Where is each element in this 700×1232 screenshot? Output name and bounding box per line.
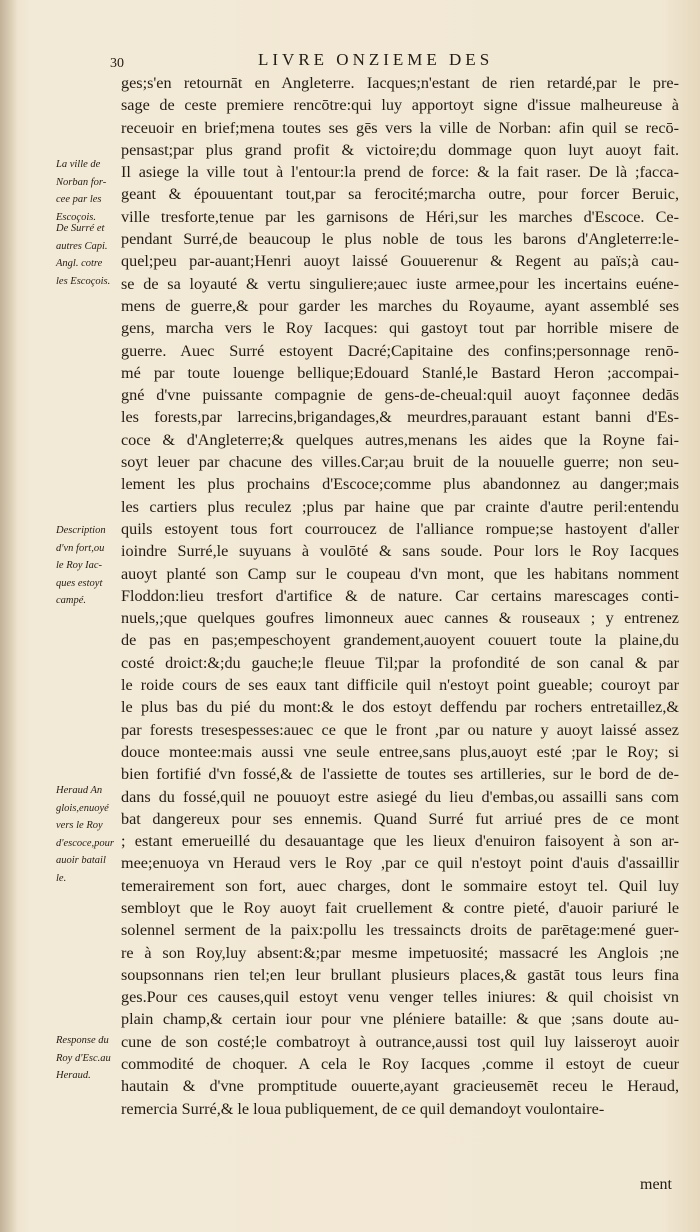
text-line: les cartiers plus reculez ;plus par haine que par crainte d'autre peril:entendu [121, 497, 679, 516]
margin-note-line: vers le Roy [56, 820, 103, 831]
text-line: remercia Surré,& le loua publiquement, de ce quil demandoyt voulontaire- [121, 1099, 605, 1118]
margin-note [56, 522, 120, 610]
text-line: soupsonnans rien tel;en leur brullant plusieurs places,& gastāt tous leurs fina [121, 965, 679, 984]
text-line: ville tresforte,tenue par les garnisons de Héri,sur les marches d'Escoce. Ce- [121, 207, 679, 226]
margin-note-line: les Escoçois. [56, 275, 111, 287]
text-line: bien fortifié d'vn fossé,& de l'assiette de toutes ses artilleries, sur le bord de de- [121, 765, 679, 784]
text-line: pendant Surré,de beaucoup le plus noble de tous les barons d'Angleterre:le- [121, 230, 679, 249]
margin-note-line: Heraud An [56, 785, 103, 796]
text-line: ges.Pour ces causes,quil estoyt venu venger telles iniures: & quil choisist vn [121, 988, 679, 1007]
text-line: re à son Roy,luy absent:&;par mesme impetuosité; massacré les Anglois ;ne [121, 943, 679, 962]
text-line: ges;s'en retournāt en Angleterre. Iacques;n'estant de rien retardé,par le pre- [121, 74, 679, 92]
margin-note-line: Heraud. [56, 1070, 91, 1081]
margin-note-line: Response du [56, 1035, 109, 1046]
text-line: par forests tresespesses:auec ce que le front ,par ou nature y auoyt laissé assez [121, 720, 679, 739]
text-line: les forests,par larrecins,brigandages,& meurdres,parauant estant banni d'Es- [121, 408, 679, 427]
text-line: solennel serment de la paix:pollu les tressaincts droits de parētage:mené guer- [121, 921, 679, 940]
margin-note-line: ques estoyt [56, 577, 103, 589]
text-line: hautain & d'vne promptitude ouuerte,ayant gracieusemēt receu le Heraud, [121, 1077, 679, 1096]
text-line: receuoir en brief;mena toutes ses gēs vers la ville de Norban: afin quil se recō- [121, 118, 679, 137]
text-line: sembloyt que le Roy auoyt fait cruellement & contre pieté, d'auoir pariuré le [121, 898, 679, 917]
text-line: sage de ceste premiere rencōtre:qui luy apportoyt signe d'issue malheureuse à [121, 96, 679, 115]
text-line: gné d'vne puissante compagnie de gens-de-cheual:quil auoyt façonnee dedās [121, 386, 679, 405]
margin-note-line: campé. [56, 595, 87, 606]
margin-note-line: le Roy Iac- [56, 560, 103, 571]
text-line: ioindre Surré,le suyuans à voulōté & sans soude. Pour lors le Roy Iacques [121, 542, 679, 561]
margin-note-line: De Surré et [56, 223, 105, 234]
margin-note-line: Roy d'Esc.au [56, 1052, 111, 1064]
margin-note [56, 220, 120, 290]
text-line: geant & épouuentant tout,par sa ferocité;marcha outre, pour forcer Beruic, [121, 185, 679, 204]
text-line: bat dangereux pour ses ennemis. Quand Surré fut arriué pres de ce mont [121, 809, 679, 828]
gutter-shadow [0, 0, 18, 1232]
text-line: plain champ,& certain iour pour vne pléniere bataille: & que ;sans doute au- [121, 1010, 679, 1029]
margin-note-line: cee par les [56, 194, 102, 205]
catchword: ment [640, 1176, 672, 1193]
margin-note-line: auoir batail [56, 855, 106, 866]
margin-note-line: Description [56, 525, 106, 536]
text-line: dans du fossé,quil ne pouuoyt estre asiegé du lieu d'embas,ou assailli sans com [121, 787, 679, 806]
margin-note [56, 156, 120, 226]
text-line: guerre. Auec Surré estoyent Dacré;Capitaine des confins;personnage renō- [121, 341, 679, 360]
text-line: de pas en pas;empeschoyent grandement,auoyent couuert toute la plaine,du [121, 631, 679, 650]
text-line: ; estant emerueillé du desauantage que les lieux d'enuiron faisoyent à son ar- [121, 832, 679, 851]
text-line: quils estoyent tous fort courroucez de l'alliance rompue;se hastoyent d'aller [121, 519, 679, 538]
text-line: pensast;par plus grand profit & victoire;du dommage quon luyt auoyt fait. [121, 140, 679, 159]
margin-note-line: Norban for- [56, 176, 107, 188]
text-line: se de sa loyauté & vertu singuliere;auec iuste armee,pour les incertains euéne- [121, 274, 679, 293]
margin-note-line: Escoçois. [56, 211, 96, 223]
text-line: auoyt planté son Camp sur le coupeau d'vn mont, que les habitans nomment [121, 564, 679, 583]
text-line: le roide cours de ses eaux tant difficile quil n'estoyt point gueable; couroyt par [121, 676, 679, 695]
text-line: mee;enuoya vn Heraud vers le Roy ,par ce quil n'estoyt point d'auis d'assaillir [121, 854, 679, 873]
text-line: gens, marcha vers le Roy Iacques: qui gastoyt tout par horrible misere de [121, 319, 679, 338]
text-line: mens de guerre,& pour garder les marches du Royaume, ayant assemblé ses [121, 296, 679, 315]
text-line: costé droict:&;du gauche;le fleuue Til;par la profondité de son canal & par [121, 653, 679, 672]
text-line: cune de son costé;le combatroyt à outrance,aussi tost quil luy laisseroyt auoir [121, 1032, 679, 1051]
body-text [121, 72, 679, 1120]
text-line: Floddon:lieu tresfort d'artifice & de nature. Car certains marescages conti- [121, 586, 679, 605]
margin-note-line: d'escoce,pour [56, 837, 114, 849]
text-line: temerairement son fort, auec charges, dont le sommaire estoyt tel. Quil luy [121, 876, 679, 895]
text-line: quel;peu par-auant;Henri auoyt laissé Gouuerenur & Regent au païs;à cau- [121, 252, 679, 271]
text-line: le plus bas du pié du mont:& le dos estoyt deffendu par rochers entretaillez,& [121, 698, 679, 717]
margin-note-line: autres Capi. [56, 240, 108, 252]
margin-note-line: La ville de [56, 159, 101, 170]
text-line: soyt leuer par chacune des villes.Car;au bruit de la nouuelle guerre; non seu- [121, 453, 679, 472]
margin-note-line: Angl. cotre [56, 258, 103, 269]
text-line: mé par toute louenge bellique;Edouard Stanlé,le Bastard Heron ;accompai- [121, 363, 679, 382]
margin-note-line: glois,enuoyé [56, 802, 109, 814]
page-number: 30 [110, 56, 124, 71]
margin-note-line: le. [56, 872, 67, 884]
text-line: commodité de choquer. A cela le Roy Iacques ,comme il estoyt de cueur [121, 1055, 679, 1074]
running-head: LIVRE ONZIEME DES [258, 50, 494, 69]
margin-note [56, 1032, 120, 1085]
text-line: douce montee:mais aussi vne seule entree,sans plus,auoyt esté ;par le Roy; si [121, 742, 679, 761]
margin-note-line: d'vn fort,ou [56, 542, 105, 554]
text-line: Il asiege la ville tout à l'entour:la prend de force: & la fait raser. De là ;facca- [121, 163, 679, 182]
text-line: nuels,;que quelques goufres limonneux auec cannes & rouseaux ; y entrenez [121, 609, 679, 628]
text-line: lement les plus prochains d'Escoce;comme plus abandonnez au danger;mais [121, 475, 679, 494]
text-line: coce & d'Angleterre;& quelques autres,menans les aides que la Royne fai- [121, 430, 679, 449]
margin-note [56, 782, 120, 887]
